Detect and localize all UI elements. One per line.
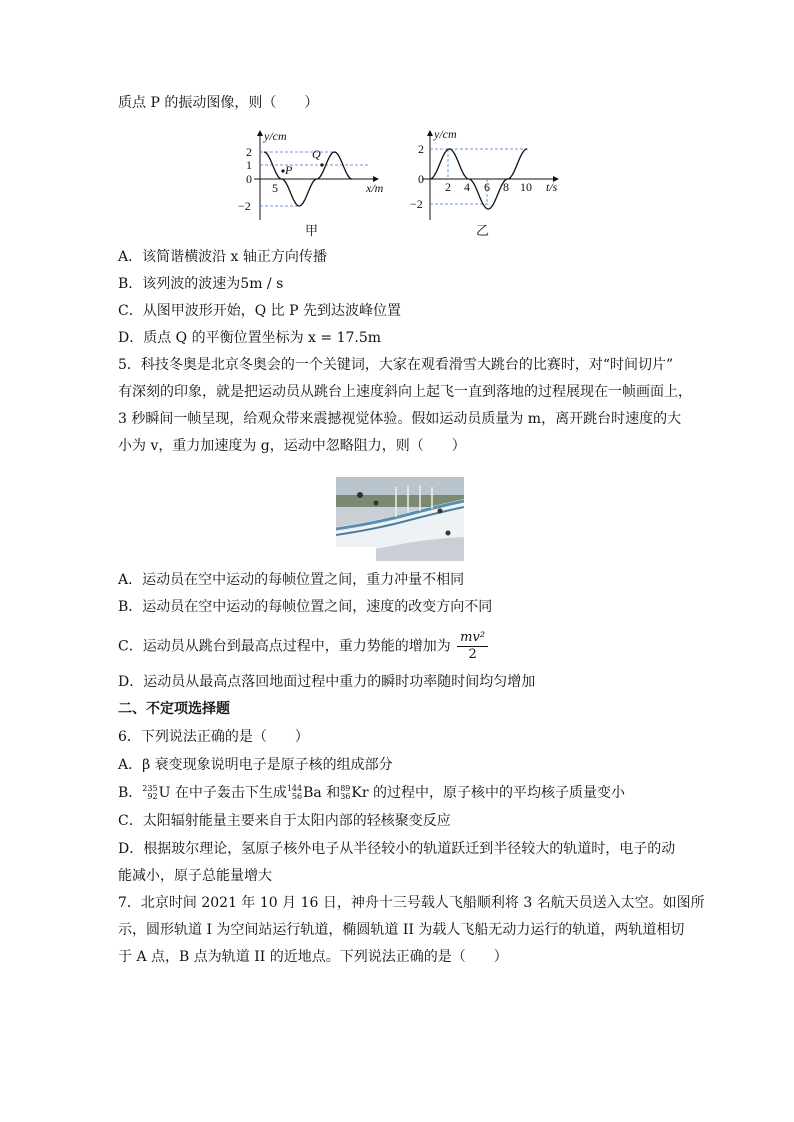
q6-option-c: C．太阳辐射能量主要来自于太阳内部的轻核聚变反应 [118,813,451,829]
q7-text-1: 7．北京时间 2021 年 10 月 16 日，神舟十三号载人飞船顺利将 3 名航天员送入太空。如图所 [118,895,705,911]
y-tick-0: 0 [418,172,424,186]
q5-text-1: 5．科技冬奥是北京冬奥会的一个关键词，大家在观看滑雪大跳台的比赛时，对“时间切片” [118,357,674,373]
point-q-marker [320,163,323,166]
q7-text-2: 示，圆形轨道 I 为空间站运行轨道，椭圆轨道 II 为载人飞船无动力运行的轨道，两轨道相切 [118,922,685,938]
t-tick-6: 6 [484,180,490,194]
isotope-u235: 235 92 [142,784,158,801]
x-axis-label: x/m [366,181,384,195]
label-q: Q [312,147,321,161]
y-axis-arrow [427,130,433,136]
t-tick-4: 4 [464,180,470,194]
q4-stem: 质点 P 的振动图像，则（ ） [118,95,319,111]
y-axis-label: y/cm [264,129,287,143]
q6-option-a: A．β 衰变现象说明电子是原子核的组成部分 [118,757,393,773]
fraction-denominator: 2 [468,647,477,662]
y-tick-2: 2 [418,142,424,156]
q4-option-d: D．质点 Q 的平衡位置坐标为 x = 17.5m [118,330,382,346]
q5-option-c [118,630,488,663]
caption-jia: 甲 [305,224,319,239]
wave-graph-jia [238,124,388,224]
q4-option-b: B．该列波的波速为5m / s [118,276,284,292]
q5-text-2: 有深刻的印象，就是把运动员从跳台上速度斜向上起飞一直到落地的过程展现在一帧画面上， [118,384,692,400]
ski-jump-photo [336,477,464,561]
q5-text-4: 小为 v，重力加速度为 g，运动中忽略阻力，则（ ） [118,438,466,454]
q7-text-3: 于 A 点，B 点为轨道 II 的近地点。下列说法正确的是（ ） [118,949,508,965]
q6-option-b-label: B． [118,785,143,801]
q5-option-c-text: C．运动员从跳台到最高点过程中，重力势能的增加为 [118,638,451,655]
q6-option-d-1: D．根据玻尔理论，氢原子核外电子从半径较小的轨道跃迁到半径较大的轨道时，电子的动 [118,841,676,857]
q5-option-d: D．运动员从最高点落回地面过程中重力的瞬时功率随时间均匀增加 [118,674,536,690]
q4-option-c: C．从图甲波形开始，Q 比 P 先到达波峰位置 [118,303,401,319]
y-tick-neg2: −2 [410,197,423,211]
y-tick-1: 1 [246,158,252,172]
vibration-graph-yi [408,124,568,224]
section-title: 二、不定项选择题 [118,701,230,717]
q6-option-d-2: 能减小，原子总能量增大 [118,868,272,884]
caption-yi: 乙 [476,224,490,239]
fraction-numerator: mv² [457,630,488,647]
x-tick-5: 5 [272,181,278,195]
isotope-kr89: 89 36 [340,784,351,801]
t-tick-10: 10 [520,180,532,194]
q5-option-a: A．运动员在空中运动的每帧位置之间，重力冲量不相同 [118,572,465,588]
fraction-mv2-over-2 [457,630,488,663]
y-tick-neg2: −2 [238,199,251,213]
q6-b-part-2: Ba 和 [303,785,341,801]
q5-text-3: 3 秒瞬间一帧呈现，给观众带来震撼视觉体验。假如运动员质量为 m，离开跳台时速度的大 [118,411,682,427]
q6-b-part-1: U 在中子轰击下生成 [158,785,287,801]
q6-option-b [118,783,625,803]
t-axis-label: t/s [546,180,558,194]
q4-option-a: A．该简谐横波沿 x 轴正方向传播 [118,249,327,265]
y-tick-0: 0 [246,172,252,186]
isotope-ba144: 144 56 [286,784,303,801]
label-p: P [285,163,293,177]
t-tick-8: 8 [503,180,509,194]
y-tick-2: 2 [246,145,252,159]
y-axis-label: y/cm [434,127,457,141]
q5-option-b: B．运动员在空中运动的每帧位置之间，速度的改变方向不同 [118,599,493,615]
y-axis-arrow [257,130,263,136]
q6-b-part-3: Kr 的过程中，原子核中的平均核子质量变小 [351,785,625,801]
q6-stem: 6．下列说法正确的是（ ） [118,729,309,745]
t-tick-2: 2 [445,180,451,194]
